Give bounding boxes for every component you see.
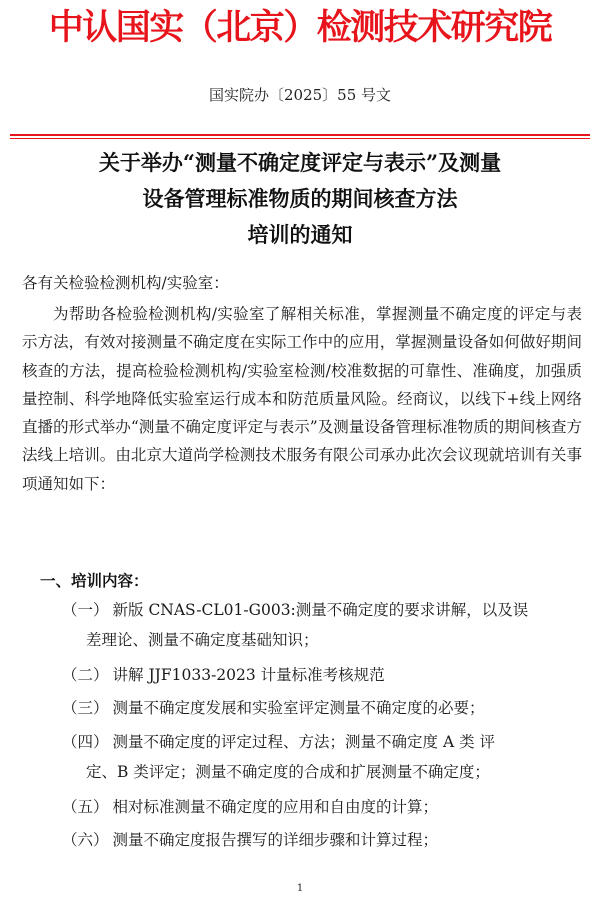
item-number: （四） [62, 733, 109, 751]
training-item-1 [62, 596, 567, 655]
training-item-6 [62, 826, 567, 856]
item-text: 新版 CNAS-CL01-G003:测量不确定度的要求讲解，以及误 [112, 601, 529, 619]
header-divider-thick [10, 134, 590, 136]
page-number: 1 [296, 883, 304, 894]
notice-title [0, 145, 600, 253]
training-item-5 [62, 793, 567, 823]
item-text: 测量不确定度的评定过程、方法；测量不确定度 A 类 评 [112, 733, 495, 751]
item-number: （三） [62, 699, 109, 717]
header-divider-thin [10, 138, 590, 139]
training-item-3 [62, 694, 567, 724]
title-line-2: 设备管理标准物质的期间核查方法 [142, 186, 458, 211]
item-number: （六） [62, 831, 109, 849]
title-line-3: 培训的通知 [247, 222, 353, 247]
item-text-continued: 差理论、测量不确定度基础知识； [86, 630, 319, 649]
addressee: 各有关检验检测机构/实验室： [22, 274, 229, 292]
item-number: （五） [62, 798, 109, 816]
item-text-continued: 定、B 类评定；测量不确定度的合成和扩展测量不确定度； [86, 762, 490, 781]
title-line-1: 关于举办“测量不确定度评定与表示”及测量 [98, 150, 502, 175]
item-text: 测量不确定度发展和实验室评定测量不确定度的必要； [112, 699, 485, 717]
document-number: 国实院办〔2025〕55 号文 [208, 86, 392, 104]
item-text: 相对标准测量不确定度的应用和自由度的计算； [112, 798, 439, 816]
intro-paragraph: 为帮助各检验检测机构/实验室了解相关标准，掌握测量不确定度的评定与表示方法，有效对接测量不确定度在实际工作中的应用，掌握测量设备如何做好期间核查的方法，提高检验检测机构/实验室检测/校准数据的可靠性、准确度，加强质量控制、科学地降低实验室运行成本和防范质量风险。经商议，以线下+线上网络直播的形式举办“测量不确定度评定与表示”及测量设备管理标准物质的期间核查方法线上培训。由北京大道尚学检测技术服务有限公司承办此次会议现就培训有关事项通知如下： [22, 305, 582, 493]
item-text: 讲解 JJF1033-2023 计量标准考核规范 [112, 666, 385, 684]
item-text: 测量不确定度报告撰写的详细步骤和计算过程； [112, 831, 439, 849]
training-item-2 [62, 661, 567, 691]
institution-header: 中认国实（北京）检测技术研究院 [48, 7, 552, 48]
item-number: （二） [62, 666, 109, 684]
section-heading-training-content: 一、培训内容： [40, 571, 149, 590]
training-item-4 [62, 728, 567, 787]
item-number: （一） [62, 601, 109, 619]
